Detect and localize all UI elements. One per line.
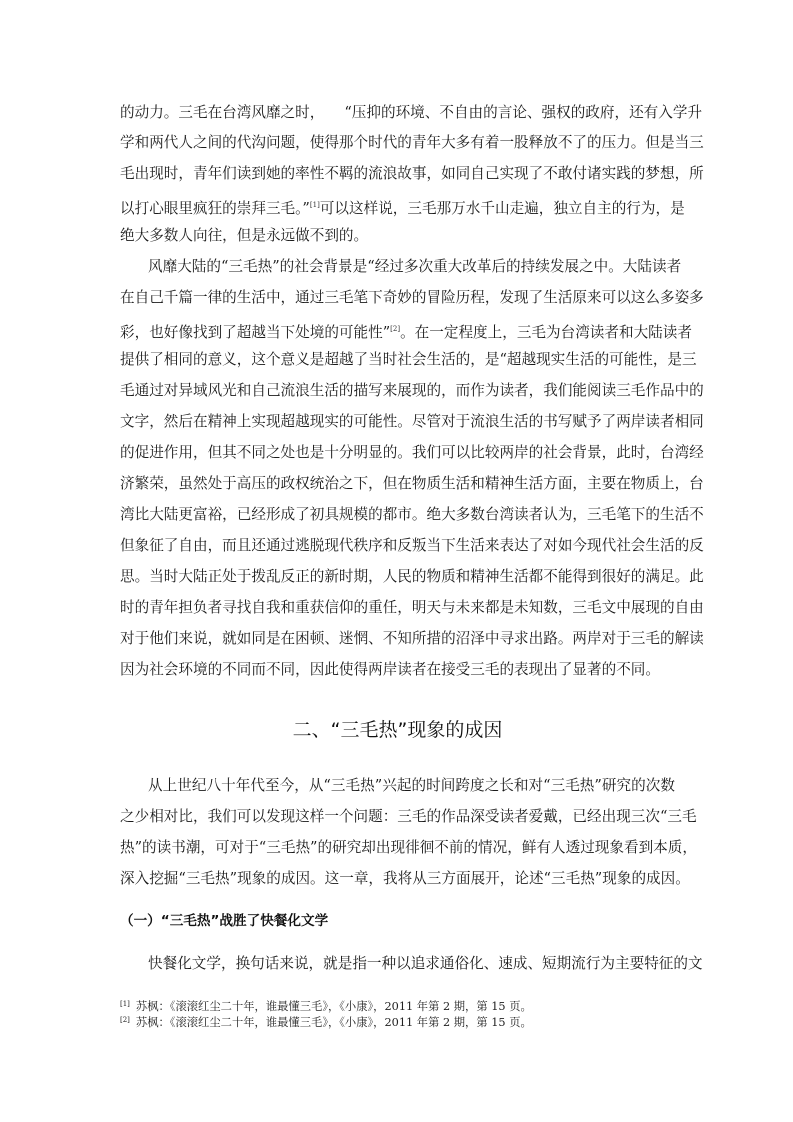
para2-line-7: 的促进作用，但其不同之处也是十分明显的。我们可以比较两岸的社会背景，此时，台湾经 bbox=[120, 444, 704, 461]
footnote-mark-1: [1] bbox=[120, 1000, 130, 1008]
section-heading: 二、“三毛热”现象的成因 bbox=[292, 719, 503, 741]
footnote-ref-2[interactable]: [2] bbox=[390, 325, 401, 333]
footnote-text-2: 苏枫：《滚滚红尘二十年，谁最懂三毛》，《小康》，2011 年第 2 期，第 15 页。 bbox=[135, 1016, 532, 1029]
para4-line-1: 快餐化文学，换句话来说，就是指一种以追求通俗化、速成、短期流行为主要特征的文 bbox=[148, 955, 703, 972]
para2-line-1: 风靡大陆的“三毛热”的社会背景是“经过多次重大改革后的持续发展之中。大陆读者 bbox=[148, 258, 682, 275]
footnote-1 bbox=[120, 997, 532, 1014]
para1-line-1-end: “压抑的环境、不自由的言论、强权的政府，还有入学升 bbox=[344, 104, 703, 121]
footnote-2 bbox=[120, 1013, 532, 1030]
para2-line-2: 在自己千篇一律的生活中，通过三毛笔下奇妙的冒险历程，发现了生活原来可以这么多姿多 bbox=[120, 289, 704, 306]
para2-line-11: 思。当时大陆正处于拨乱反正的新时期，人民的物质和精神生活都不能得到很好的满足。此 bbox=[120, 568, 704, 585]
para2-line-6: 文字，然后在精神上实现超越现实的可能性。尽管对于流浪生活的书写赋予了两岸读者相同 bbox=[120, 413, 704, 430]
footnote-mark-2: [2] bbox=[120, 1016, 130, 1024]
para1-line-4-end: 可以这样说，三毛那万水千山走遍，独立自主的行为，是 bbox=[319, 200, 685, 217]
para1-line-3: 毛出现时，青年们读到她的率性不羁的流浪故事，如同自己实现了不敢付诸实践的梦想，所 bbox=[120, 165, 704, 182]
para2-line-13: 对于他们来说，就如同是在困顿、迷惘、不知所措的沼泽中寻求出路。两岸对于三毛的解读 bbox=[120, 630, 704, 647]
footnote-text-1: 苏枫：《滚滚红尘二十年，谁最懂三毛》，《小康》，2011 年第 2 期，第 15 页。 bbox=[135, 1000, 532, 1013]
para2-line-3-start: 彩，也好像找到了超越当下处境的可能性” bbox=[120, 324, 391, 341]
para1-line-2: 学和两代人之间的代沟问题，使得那个时代的青年大多有着一股释放不了的压力。但是当三 bbox=[120, 134, 704, 151]
para2-line-14: 因为社会环境的不同而不同，因此使得两岸读者在接受三毛的表现出了显著的不同。 bbox=[120, 661, 660, 678]
para2-line-4: 提供了相同的意义，这个意义是超越了当时社会生活的，是“超越现实生活的可能性，是三 bbox=[120, 351, 697, 368]
subsection-heading: （一）“三毛热”战胜了快餐化文学 bbox=[120, 913, 329, 929]
para2-line-9: 湾比大陆更富裕，已经形成了初具规模的都市。绝大多数台湾读者认为，三毛笔下的生活不 bbox=[120, 506, 704, 523]
para3-line-3: 热”的读书潮，可对于“三毛热”的研究却出现徘徊不前的情况，鲜有人透过现象看到本质， bbox=[120, 839, 697, 856]
footnote-ref-1[interactable]: [1] bbox=[309, 201, 320, 209]
para3-line-1: 从上世纪八十年代至今，从“三毛热”兴起的时间跨度之长和对“三毛热”研究的次数 bbox=[148, 777, 675, 794]
para2-line-5: 毛通过对异域风光和自己流浪生活的描写来展现的，而作为读者，我们能阅读三毛作品中的 bbox=[120, 382, 704, 399]
para2-line-3-end: 。在一定程度上，三毛为台湾读者和大陆读者 bbox=[400, 324, 692, 341]
para1-line-4-start: 以打心眼里疯狂的崇拜三毛。” bbox=[120, 200, 310, 217]
para1-line-5: 绝大多数人向往，但是永远做不到的。 bbox=[120, 227, 369, 244]
para3-line-4: 深入挖掘“三毛热”现象的成因。这一章，我将从三方面展开，论述“三毛热”现象的成因。 bbox=[120, 870, 690, 887]
para2-line-10: 但象征了自由，而且还通过逃脱现代秩序和反叛当下生活来表达了对如今现代社会生活的反 bbox=[120, 537, 704, 554]
para1-line-4 bbox=[120, 196, 685, 218]
para1-line-1 bbox=[120, 104, 703, 122]
para2-line-3 bbox=[120, 320, 692, 342]
para2-line-8: 济繁荣，虽然处于高压的政权统治之下，但在物质生活和精神生活方面，主要在物质上，台 bbox=[120, 475, 704, 492]
para1-line-1-start: 的动力。三毛在台湾风靡之时， bbox=[120, 104, 325, 121]
para2-line-12: 时的青年担负者寻找自我和重获信仰的重任，明天与未来都是未知数，三毛文中展现的自由 bbox=[120, 599, 704, 616]
para3-line-2: 之少相对比，我们可以发现这样一个问题：三毛的作品深受读者爱戴，已经出现三次“三毛 bbox=[120, 808, 697, 825]
